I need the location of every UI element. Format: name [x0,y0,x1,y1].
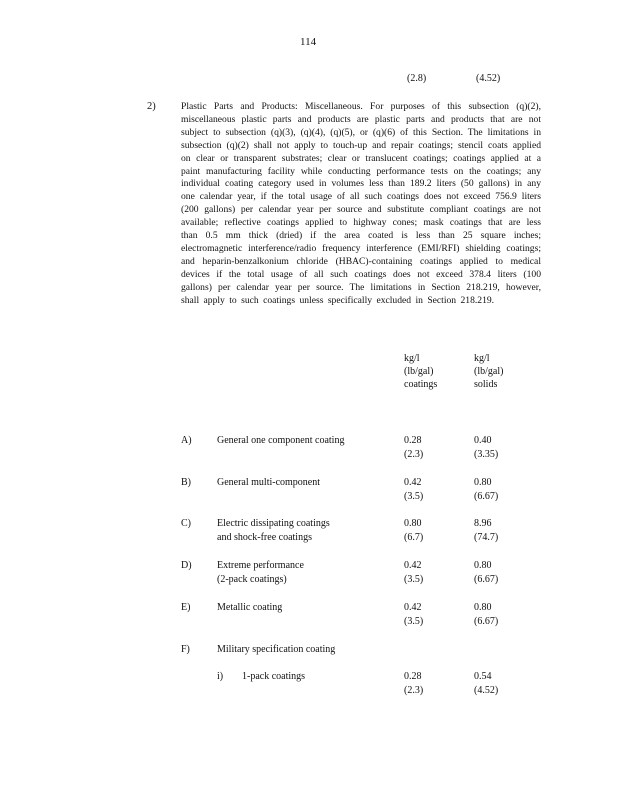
value-kgl: 0.80 [404,518,422,529]
value-lbgal: (6.67) [474,491,499,502]
row-letter: D) [181,560,192,571]
value-lbgal: (3.5) [404,491,424,502]
row-solids-value [474,434,498,462]
subrow-label: 1-pack coatings [242,671,306,682]
subrow-coatings-value [404,670,423,698]
row-letter: A) [181,435,192,446]
row-label [217,559,387,587]
row-coatings-value [404,476,423,504]
row-solids-value [474,559,498,587]
value-kgl: 0.42 [404,560,422,571]
value-lbgal: (2.3) [404,685,424,696]
header-coatings-line: coatings [404,379,438,390]
row-label-line: and shock-free coatings [217,532,312,543]
value-kgl: 0.28 [404,671,422,682]
row-label-line: General one component coating [217,435,345,446]
row-label-line: Electric dissipating coatings [217,518,330,529]
header-solids [474,352,503,391]
value-lbgal: (2.3) [404,449,424,460]
row-label-line: Military specification coating [217,644,336,655]
row-label [217,476,387,490]
value-kgl: 0.80 [474,560,492,571]
value-lbgal: (74.7) [474,532,499,543]
header-solids-line: (lb/gal) [474,366,504,377]
body-paragraph: Plastic Parts and Products: Miscellaneous. For purposes of this subsection (q)(2), miscellaneous plastic parts and products are plastic parts and products that are not subject to subsection (q)(3), (q)(4), (q)(5), or (q)(6) of this Section. The limitations in subsection (q)(2) shall not apply to touch-up and repair coatings; stencil coats applied on clear or transparent substrates; clear or translucent coatings; coatings applied at a paint manufacturing facility while conducting performance tests on the coatings; any individual coating category used in volumes less than 189.2 liters (50 gallons) in any one calendar year, if the total usage of all such coatings does not exceed 756.9 liters (200 gallons) per calendar year per source and substitute compliant coatings are not available; reflective coatings applied to highway cones; mask coatings that are less than 0.5 mm thick (dried) if the area coated is less than 25 square inches; electromagnetic interference/radio frequency interference (EMI/RFI) shielding coatings; and heparin-benzalkonium chloride (HBAC)-containing coatings applied to medical devices if the total usage of all such coatings does not exceed 378.4 liters (100 gallons) per calendar year per source. The limitations in Section 218.219, however, shall apply to such coatings unless specifically excluded in Section 218.219. [181,101,541,306]
value-lbgal: (6.67) [474,616,499,627]
value-kgl: 0.42 [404,602,422,613]
value-kgl: 0.80 [474,477,492,488]
subrow-letter: i) [217,671,224,682]
row-label-line: Metallic coating [217,602,283,613]
row-label [217,601,387,615]
row-coatings-value [404,434,423,462]
subrow-solids-value [474,670,498,698]
value-lbgal: (3.5) [404,616,424,627]
row-label [217,517,387,545]
row-label [217,434,387,448]
row-letter: E) [181,602,191,613]
row-label-line: (2-pack coatings) [217,574,287,585]
row-coatings-value [404,559,423,587]
row-coatings-value [404,601,423,629]
header-solids-line: solids [474,379,498,390]
carry-over-solids: (4.52) [476,73,501,84]
header-coatings-line: (lb/gal) [404,366,434,377]
row-solids-value [474,601,498,629]
row-label-line: Extreme performance [217,560,304,571]
value-kgl: 0.28 [404,435,422,446]
header-coatings-line: kg/l [404,353,420,364]
header-coatings [404,352,437,391]
value-kgl: 0.54 [474,671,492,682]
row-label [217,643,387,657]
value-lbgal: (3.5) [404,574,424,585]
value-lbgal: (6.67) [474,574,499,585]
value-lbgal: (6.7) [404,532,424,543]
row-letter: B) [181,477,191,488]
value-kgl: 0.40 [474,435,492,446]
row-solids-value [474,517,498,545]
carry-over-coatings: (2.8) [407,73,427,84]
header-solids-line: kg/l [474,353,490,364]
row-letter: F) [181,644,190,655]
row-solids-value [474,476,498,504]
row-letter: C) [181,518,191,529]
row-label-line: General multi-component [217,477,321,488]
item-number: 2) [147,101,156,112]
value-lbgal: (4.52) [474,685,499,696]
value-kgl: 0.42 [404,477,422,488]
value-kgl: 0.80 [474,602,492,613]
value-lbgal: (3.35) [474,449,499,460]
value-kgl: 8.96 [474,518,492,529]
page-number: 114 [300,36,317,48]
row-coatings-value [404,517,423,545]
